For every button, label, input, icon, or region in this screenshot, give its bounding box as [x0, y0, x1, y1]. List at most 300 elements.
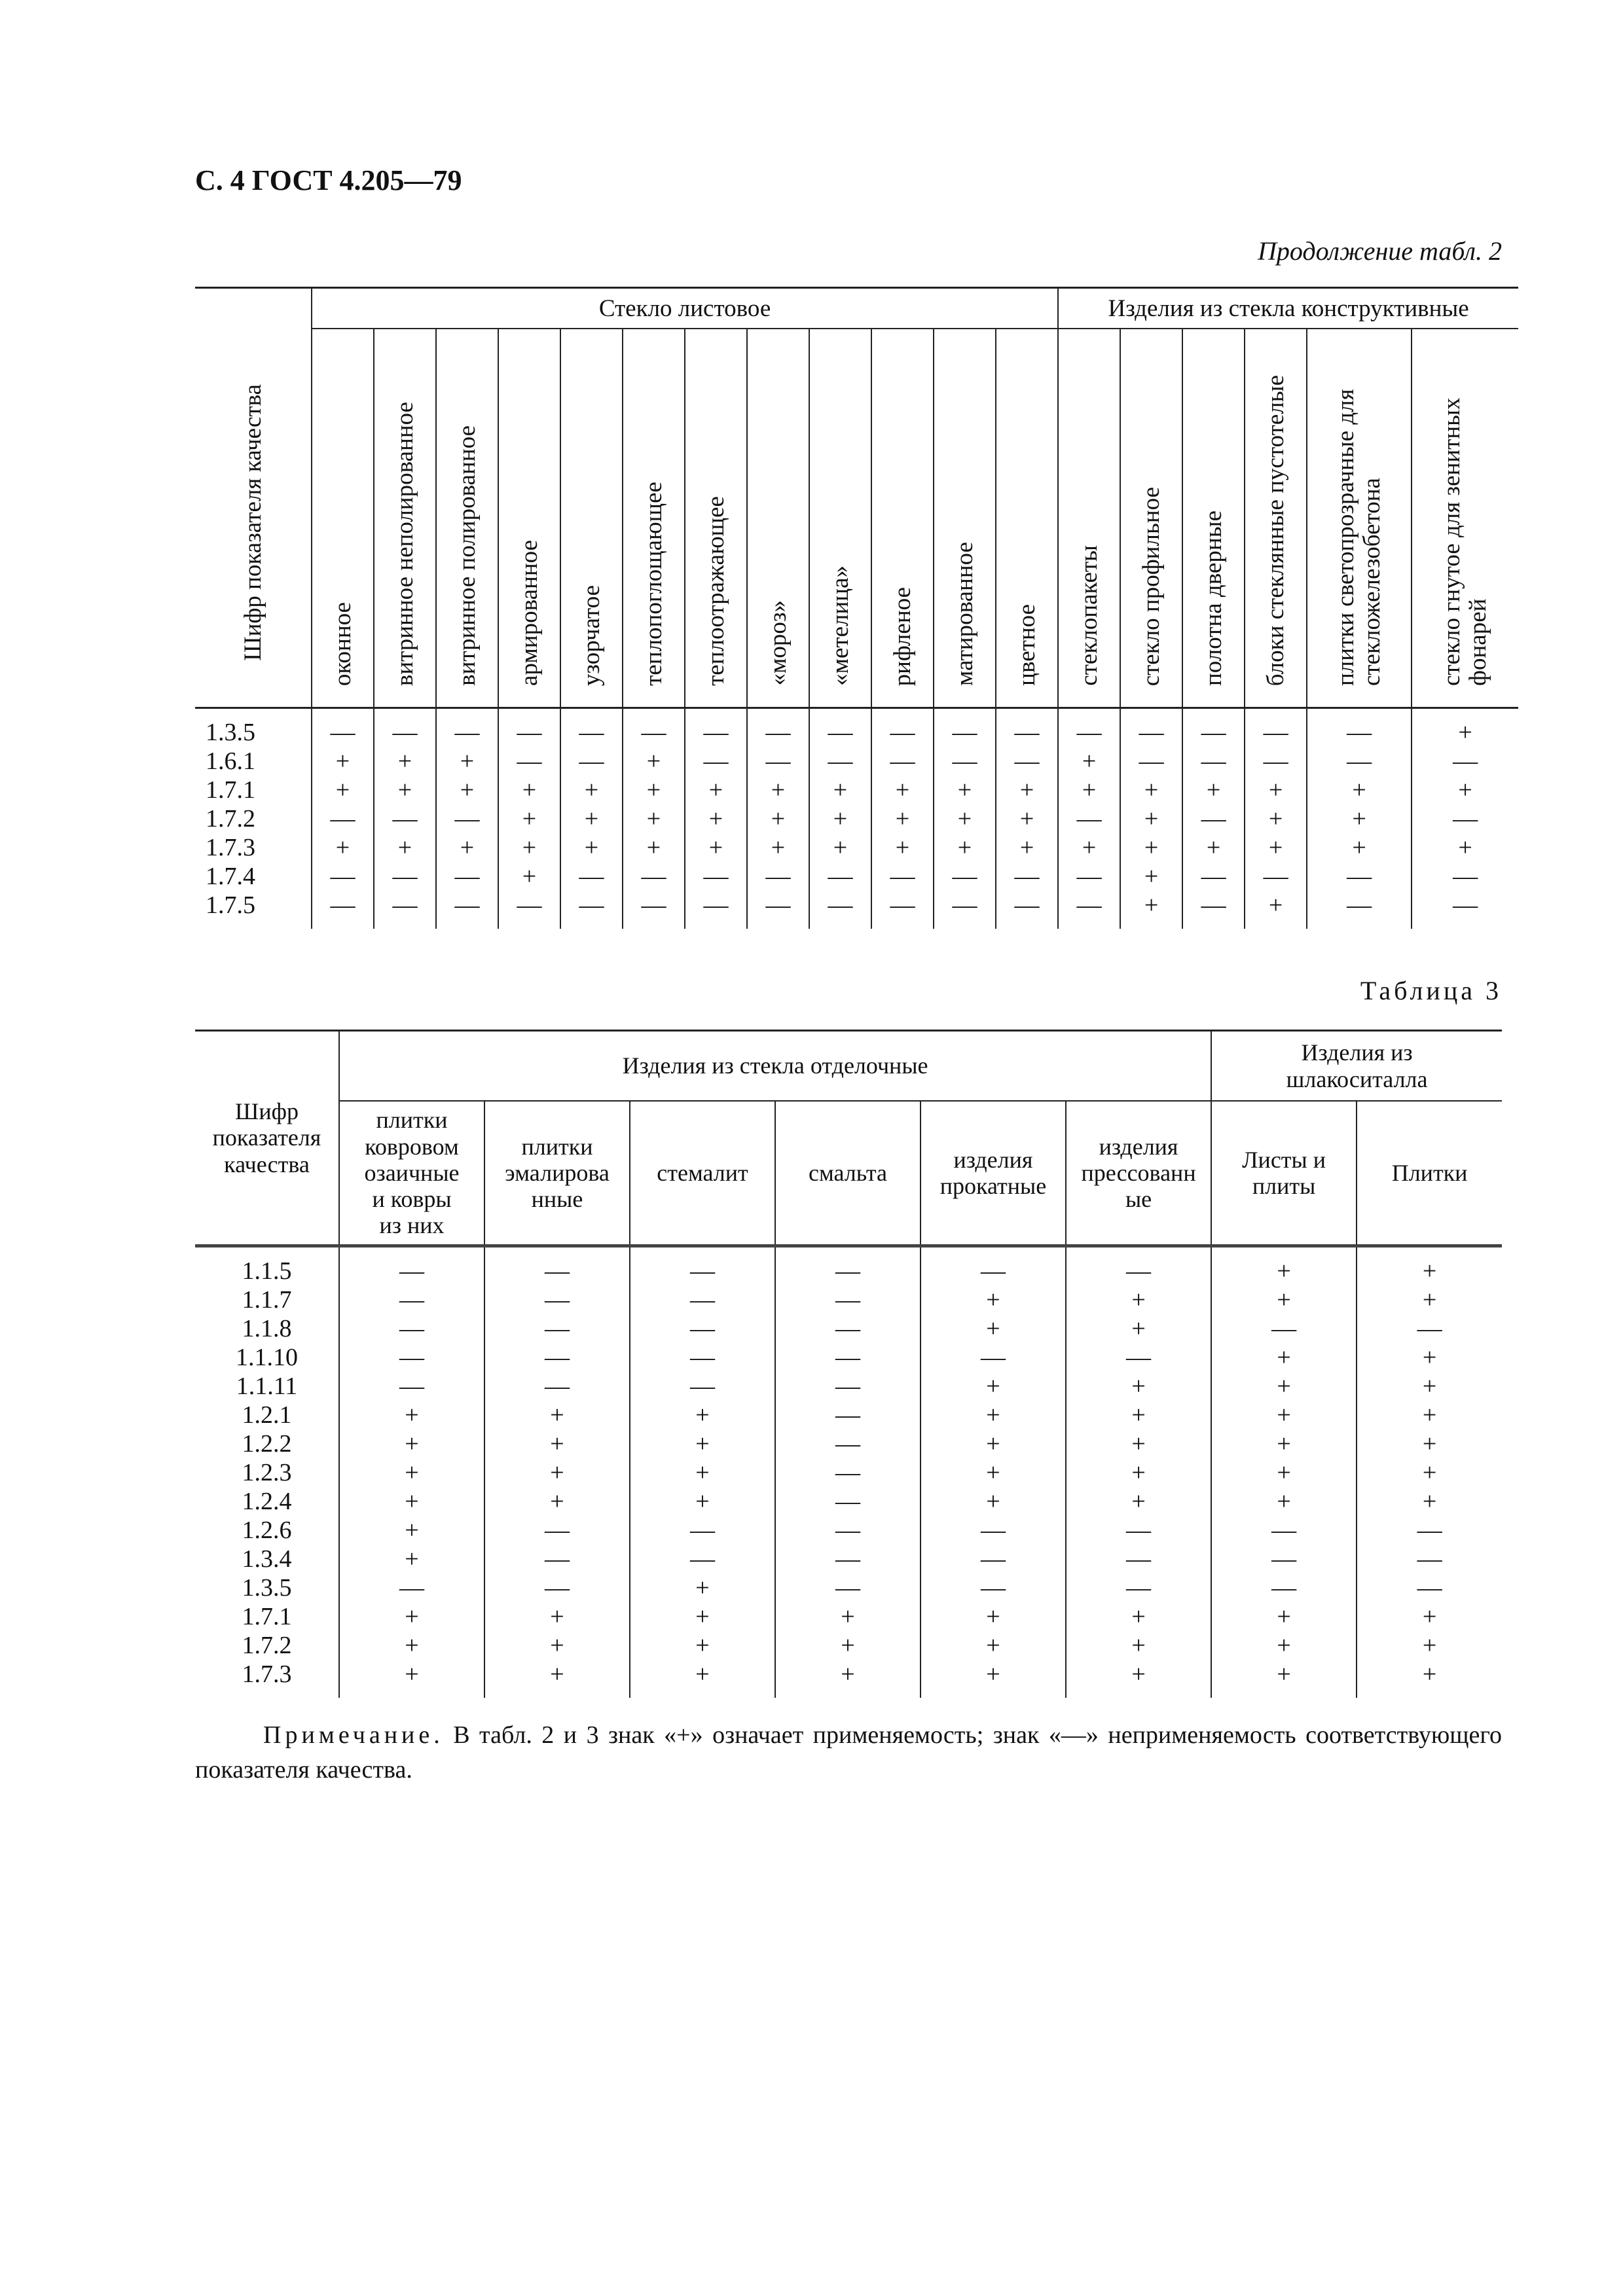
- table-cell: —: [1066, 1246, 1211, 1286]
- table-cell: +: [747, 776, 809, 804]
- table-cell: +: [630, 1602, 775, 1631]
- table-cell: +: [374, 833, 436, 862]
- table-cell: +: [1422, 1372, 1437, 1400]
- table-cell: +: [1211, 1429, 1357, 1458]
- table-cell: +: [996, 776, 1058, 804]
- table-cell: +: [623, 833, 685, 862]
- table-cell: +: [1211, 1285, 1357, 1314]
- table-cell: +: [623, 776, 685, 804]
- table2-column-header: матированное: [934, 329, 996, 708]
- table-cell: +: [921, 1602, 1066, 1631]
- table-cell: +: [484, 1429, 630, 1458]
- table-cell: +: [498, 862, 560, 891]
- table-cell: +: [871, 833, 934, 862]
- table2-column-header: оконное: [312, 329, 374, 708]
- table-cell: —: [1417, 1516, 1442, 1544]
- table-cell: +: [484, 1401, 630, 1429]
- row-code: 1.1.7: [195, 1285, 339, 1314]
- table-cell: +: [374, 776, 436, 804]
- table-cell: —: [1453, 747, 1478, 775]
- table-cell: —: [1066, 1516, 1211, 1545]
- table2-code-header: Шифр показателя качества: [195, 288, 312, 708]
- table-cell: +: [934, 804, 996, 833]
- table-cell: +: [921, 1285, 1066, 1314]
- table-cell: +: [339, 1631, 484, 1660]
- table2-column-header: узорчатое: [560, 329, 623, 708]
- table3-column-header: плитки эмалированные: [484, 1101, 630, 1246]
- table-cell: +: [1066, 1314, 1211, 1343]
- table-cell: +: [996, 804, 1058, 833]
- table-cell: +: [630, 1401, 775, 1429]
- table-cell: —: [498, 747, 560, 776]
- table-cell: +: [1211, 1372, 1357, 1401]
- table3-column-header: плитки ковровомозаичные и ковры из них: [339, 1101, 484, 1246]
- table2-column-header: рифленое: [871, 329, 934, 708]
- row-code: 1.2.1: [195, 1401, 339, 1429]
- table-cell: —: [685, 747, 747, 776]
- table-row: [195, 747, 1518, 776]
- table-cell: —: [436, 708, 498, 747]
- table-cell: +: [921, 1487, 1066, 1516]
- table-cell: +: [685, 833, 747, 862]
- table-cell: —: [921, 1246, 1066, 1286]
- table-cell: —: [809, 862, 871, 891]
- table-cell: —: [312, 708, 374, 747]
- table-cell: +: [436, 747, 498, 776]
- table-cell: —: [775, 1343, 921, 1372]
- table-cell: —: [1182, 862, 1245, 891]
- table-cell: —: [1058, 862, 1120, 891]
- table3-label: Таблица 3: [1360, 976, 1502, 1005]
- table-cell: +: [1245, 804, 1307, 833]
- table-cell: +: [921, 1401, 1066, 1429]
- table2-column-header: стекло профильное: [1120, 329, 1182, 708]
- table-cell: —: [1417, 1545, 1442, 1573]
- table-cell: +: [775, 1631, 921, 1660]
- table-cell: —: [1182, 804, 1245, 833]
- table-row: [195, 1545, 1502, 1573]
- table-cell: —: [775, 1429, 921, 1458]
- table-cell: +: [436, 776, 498, 804]
- table-cell: —: [630, 1516, 775, 1545]
- table-cell: +: [1182, 833, 1245, 862]
- table-cell: —: [1058, 891, 1120, 929]
- table-cell: —: [775, 1314, 921, 1343]
- table-cell: +: [1182, 776, 1245, 804]
- table-cell: —: [623, 862, 685, 891]
- table-cell: —: [934, 747, 996, 776]
- table-cell: —: [921, 1516, 1066, 1545]
- table-cell: +: [1058, 776, 1120, 804]
- table-cell: +: [339, 1487, 484, 1516]
- table-row: [195, 1602, 1502, 1631]
- table-cell: —: [1211, 1314, 1357, 1343]
- table-cell: —: [809, 708, 871, 747]
- table-cell: —: [339, 1372, 484, 1401]
- table-cell: —: [1453, 863, 1478, 890]
- table-cell: +: [1066, 1285, 1211, 1314]
- table-cell: —: [775, 1285, 921, 1314]
- table-cell: —: [921, 1343, 1066, 1372]
- table-cell: +: [1422, 1603, 1437, 1630]
- table-cell: —: [312, 891, 374, 929]
- table-cell: +: [560, 833, 623, 862]
- table-row: [195, 1372, 1502, 1401]
- table-cell: —: [685, 708, 747, 747]
- table-cell: —: [339, 1573, 484, 1602]
- table-cell: —: [484, 1573, 630, 1602]
- table-cell: —: [1417, 1315, 1442, 1342]
- table-cell: +: [1458, 776, 1472, 804]
- table-cell: +: [339, 1516, 484, 1545]
- table-cell: —: [630, 1314, 775, 1343]
- table3-column-header: смальта: [775, 1101, 921, 1246]
- table-cell: —: [747, 862, 809, 891]
- table-cell: —: [630, 1246, 775, 1286]
- table-cell: —: [312, 862, 374, 891]
- table2-column-header: «мороз»: [747, 329, 809, 708]
- table-cell: +: [1211, 1631, 1357, 1660]
- row-code: 1.2.2: [195, 1429, 339, 1458]
- table-cell: +: [871, 776, 934, 804]
- row-code: 1.7.3: [195, 833, 312, 862]
- table-cell: +: [623, 804, 685, 833]
- row-code: 1.1.11: [195, 1372, 339, 1401]
- table-cell: —: [747, 891, 809, 929]
- table-cell: —: [747, 747, 809, 776]
- table-cell: —: [339, 1314, 484, 1343]
- table-cell: +: [1422, 1632, 1437, 1659]
- table-cell: —: [1307, 891, 1412, 929]
- table-cell: +: [996, 833, 1058, 862]
- table-cell: —: [339, 1246, 484, 1286]
- table-cell: —: [775, 1458, 921, 1487]
- table-cell: +: [312, 747, 374, 776]
- page-header: С. 4 ГОСТ 4.205—79: [195, 164, 462, 196]
- table-cell: —: [484, 1545, 630, 1573]
- table-cell: —: [1211, 1573, 1357, 1602]
- table-cell: +: [339, 1660, 484, 1698]
- table-cell: +: [630, 1631, 775, 1660]
- row-code: 1.3.4: [195, 1545, 339, 1573]
- table2-continued-label: Продолжение табл. 2: [1257, 236, 1502, 266]
- row-code: 1.1.5: [195, 1246, 339, 1286]
- table-3: [195, 1030, 1502, 1698]
- table-cell: +: [934, 833, 996, 862]
- table-cell: +: [630, 1487, 775, 1516]
- table-cell: —: [339, 1343, 484, 1372]
- table2-group-sheet-glass: Стекло листовое: [312, 288, 1058, 329]
- table-cell: +: [1211, 1343, 1357, 1372]
- table2-column-header: полотна дверные: [1182, 329, 1245, 708]
- table-row: [195, 708, 1518, 747]
- table-cell: +: [809, 776, 871, 804]
- table-cell: —: [934, 708, 996, 747]
- table-cell: +: [1307, 833, 1412, 862]
- table-cell: —: [312, 804, 374, 833]
- table-cell: —: [436, 804, 498, 833]
- table2-column-header: цветное: [996, 329, 1058, 708]
- table-cell: +: [747, 804, 809, 833]
- table-cell: —: [1245, 862, 1307, 891]
- table2-column-header: стеклопакеты: [1058, 329, 1120, 708]
- table-cell: +: [1422, 1660, 1437, 1688]
- table3-code-header: Шифр показателя качества: [195, 1031, 339, 1246]
- table-cell: —: [996, 891, 1058, 929]
- table-cell: —: [498, 708, 560, 747]
- row-code: 1.1.8: [195, 1314, 339, 1343]
- table-cell: —: [1120, 708, 1182, 747]
- table-row: [195, 1401, 1502, 1429]
- table-cell: —: [1066, 1573, 1211, 1602]
- table-cell: —: [630, 1285, 775, 1314]
- row-code: 1.7.2: [195, 1631, 339, 1660]
- row-code: 1.7.1: [195, 776, 312, 804]
- table-cell: +: [921, 1314, 1066, 1343]
- table-cell: —: [1417, 1574, 1442, 1602]
- table-cell: —: [1182, 747, 1245, 776]
- table-cell: +: [1066, 1429, 1211, 1458]
- table-cell: +: [1422, 1430, 1437, 1458]
- table-2: [195, 287, 1518, 929]
- table2-column-header: блоки стеклянные пустотелые: [1245, 329, 1307, 708]
- table-cell: +: [1211, 1487, 1357, 1516]
- table-cell: +: [1422, 1401, 1437, 1429]
- table-cell: +: [339, 1458, 484, 1487]
- table-cell: +: [1211, 1458, 1357, 1487]
- table3-group-finishing: Изделия из стекла отделочные: [339, 1031, 1211, 1102]
- table2-column-header: витринное неполированное: [374, 329, 436, 708]
- table-cell: +: [921, 1429, 1066, 1458]
- table-cell: +: [1422, 1286, 1437, 1314]
- table-cell: +: [1066, 1401, 1211, 1429]
- table-cell: —: [436, 891, 498, 929]
- table-cell: +: [1120, 833, 1182, 862]
- row-code: 1.2.6: [195, 1516, 339, 1545]
- table-row: [195, 1487, 1502, 1516]
- table3-column-header: изделия прессованные: [1066, 1101, 1211, 1246]
- table-cell: +: [747, 833, 809, 862]
- row-code: 1.3.5: [195, 708, 312, 747]
- row-code: 1.7.3: [195, 1660, 339, 1698]
- table-cell: —: [484, 1314, 630, 1343]
- table-cell: +: [921, 1458, 1066, 1487]
- table-cell: +: [809, 804, 871, 833]
- table-cell: +: [809, 833, 871, 862]
- table-cell: —: [630, 1372, 775, 1401]
- table-cell: +: [498, 833, 560, 862]
- table2-column-header: витринное полированное: [436, 329, 498, 708]
- table-cell: —: [374, 891, 436, 929]
- table-row: [195, 1631, 1502, 1660]
- table-cell: —: [775, 1545, 921, 1573]
- table-cell: +: [630, 1458, 775, 1487]
- table-cell: +: [685, 804, 747, 833]
- table-cell: +: [775, 1602, 921, 1631]
- table3-column-header: Плитки: [1357, 1101, 1502, 1246]
- table-cell: +: [630, 1660, 775, 1698]
- table-cell: +: [921, 1372, 1066, 1401]
- table-cell: —: [1245, 708, 1307, 747]
- row-code: 1.3.5: [195, 1573, 339, 1602]
- table-cell: +: [1066, 1372, 1211, 1401]
- table-cell: +: [339, 1545, 484, 1573]
- table-row: [195, 1573, 1502, 1602]
- table-cell: —: [775, 1487, 921, 1516]
- table-cell: —: [1066, 1343, 1211, 1372]
- table-cell: —: [339, 1285, 484, 1314]
- note-label: Примечание.: [263, 1721, 444, 1749]
- table2-column-header: теплоотражающее: [685, 329, 747, 708]
- table-cell: —: [1066, 1545, 1211, 1573]
- table-cell: —: [921, 1573, 1066, 1602]
- table-cell: +: [685, 776, 747, 804]
- table-cell: —: [560, 747, 623, 776]
- table-cell: +: [1066, 1660, 1211, 1698]
- table-cell: +: [1120, 891, 1182, 929]
- table-cell: +: [312, 776, 374, 804]
- table-row: [195, 833, 1518, 862]
- table-cell: +: [374, 747, 436, 776]
- table-cell: +: [921, 1631, 1066, 1660]
- table-cell: +: [1422, 1257, 1437, 1285]
- table-cell: +: [1066, 1487, 1211, 1516]
- table-cell: —: [871, 891, 934, 929]
- table-cell: +: [1245, 776, 1307, 804]
- table-cell: —: [934, 891, 996, 929]
- table-cell: +: [484, 1487, 630, 1516]
- table-cell: —: [1211, 1545, 1357, 1573]
- row-code: 1.1.10: [195, 1343, 339, 1372]
- table-cell: +: [1120, 776, 1182, 804]
- table-cell: +: [1211, 1401, 1357, 1429]
- table-cell: —: [560, 891, 623, 929]
- table-cell: —: [934, 862, 996, 891]
- table-cell: +: [1245, 833, 1307, 862]
- table-cell: —: [871, 708, 934, 747]
- table-row: [195, 776, 1518, 804]
- table-cell: +: [1422, 1344, 1437, 1371]
- table-cell: —: [484, 1285, 630, 1314]
- table-cell: —: [775, 1573, 921, 1602]
- table-cell: +: [339, 1401, 484, 1429]
- table-cell: —: [484, 1343, 630, 1372]
- table-cell: +: [560, 776, 623, 804]
- table-cell: +: [339, 1602, 484, 1631]
- row-code: 1.7.2: [195, 804, 312, 833]
- table-cell: —: [871, 862, 934, 891]
- table-cell: +: [312, 833, 374, 862]
- table-row: [195, 891, 1518, 929]
- table-cell: —: [775, 1401, 921, 1429]
- table-cell: —: [498, 891, 560, 929]
- table-cell: +: [623, 747, 685, 776]
- table-cell: +: [1211, 1660, 1357, 1698]
- table3-column-header: стемалит: [630, 1101, 775, 1246]
- table2-column-header: «метелица»: [809, 329, 871, 708]
- table-cell: —: [921, 1545, 1066, 1573]
- table-cell: +: [484, 1602, 630, 1631]
- table-cell: +: [1245, 891, 1307, 929]
- table-cell: —: [374, 862, 436, 891]
- table-cell: +: [1458, 834, 1472, 861]
- table2-column-header: плитки светопрозрачные для стекложелезобетона: [1307, 329, 1412, 708]
- table-cell: —: [1307, 862, 1412, 891]
- table-cell: —: [809, 891, 871, 929]
- table-cell: —: [630, 1343, 775, 1372]
- table-cell: +: [436, 833, 498, 862]
- table-row: [195, 1343, 1502, 1372]
- table-cell: +: [1066, 1631, 1211, 1660]
- table-cell: —: [809, 747, 871, 776]
- note-text: В табл. 2 и 3 знак «+» означает применяемость; знак «—» неприменяемость соответствующего показателя качества.: [195, 1721, 1502, 1784]
- row-code: 1.2.4: [195, 1487, 339, 1516]
- table-cell: —: [484, 1246, 630, 1286]
- table-cell: —: [1453, 891, 1478, 919]
- table-cell: +: [498, 776, 560, 804]
- table-cell: +: [339, 1429, 484, 1458]
- table-cell: +: [1211, 1602, 1357, 1631]
- table-cell: —: [775, 1246, 921, 1286]
- table-cell: +: [1307, 804, 1412, 833]
- table-cell: —: [374, 804, 436, 833]
- table-cell: —: [1058, 804, 1120, 833]
- table-cell: —: [871, 747, 934, 776]
- row-code: 1.7.4: [195, 862, 312, 891]
- table-row: [195, 1516, 1502, 1545]
- table-row: [195, 1458, 1502, 1487]
- table-cell: +: [630, 1573, 775, 1602]
- row-code: 1.2.3: [195, 1458, 339, 1487]
- table-cell: +: [1422, 1459, 1437, 1486]
- row-code: 1.6.1: [195, 747, 312, 776]
- table2-column-header: теплопоглощающее: [623, 329, 685, 708]
- table-row: [195, 1660, 1502, 1698]
- row-code: 1.7.1: [195, 1602, 339, 1631]
- table-cell: —: [1307, 708, 1412, 747]
- table-cell: —: [1245, 747, 1307, 776]
- table-cell: —: [685, 862, 747, 891]
- table-cell: +: [630, 1429, 775, 1458]
- table-cell: +: [934, 776, 996, 804]
- table3-column-header: Листы и плиты: [1211, 1101, 1357, 1246]
- row-code: 1.7.5: [195, 891, 312, 929]
- table-cell: —: [484, 1372, 630, 1401]
- table-cell: +: [921, 1660, 1066, 1698]
- table-cell: +: [775, 1660, 921, 1698]
- table-cell: —: [484, 1516, 630, 1545]
- table-cell: +: [1058, 833, 1120, 862]
- table-cell: +: [1307, 776, 1412, 804]
- table-cell: —: [685, 891, 747, 929]
- table-cell: +: [871, 804, 934, 833]
- table-cell: +: [1211, 1246, 1357, 1286]
- table-cell: —: [1182, 708, 1245, 747]
- table-cell: +: [484, 1631, 630, 1660]
- table-cell: +: [1066, 1602, 1211, 1631]
- table-cell: —: [1058, 708, 1120, 747]
- table-cell: +: [1458, 719, 1472, 746]
- table2-group-structural: Изделия из стекла конструктивные: [1058, 288, 1518, 329]
- table-cell: +: [484, 1660, 630, 1698]
- table-row: [195, 1285, 1502, 1314]
- table2-column-header: стекло гнутое для зенитных фонарей: [1412, 329, 1518, 708]
- table-cell: —: [436, 862, 498, 891]
- table-cell: —: [747, 708, 809, 747]
- table-cell: —: [1182, 891, 1245, 929]
- note: [195, 1718, 1502, 1787]
- table-cell: —: [374, 708, 436, 747]
